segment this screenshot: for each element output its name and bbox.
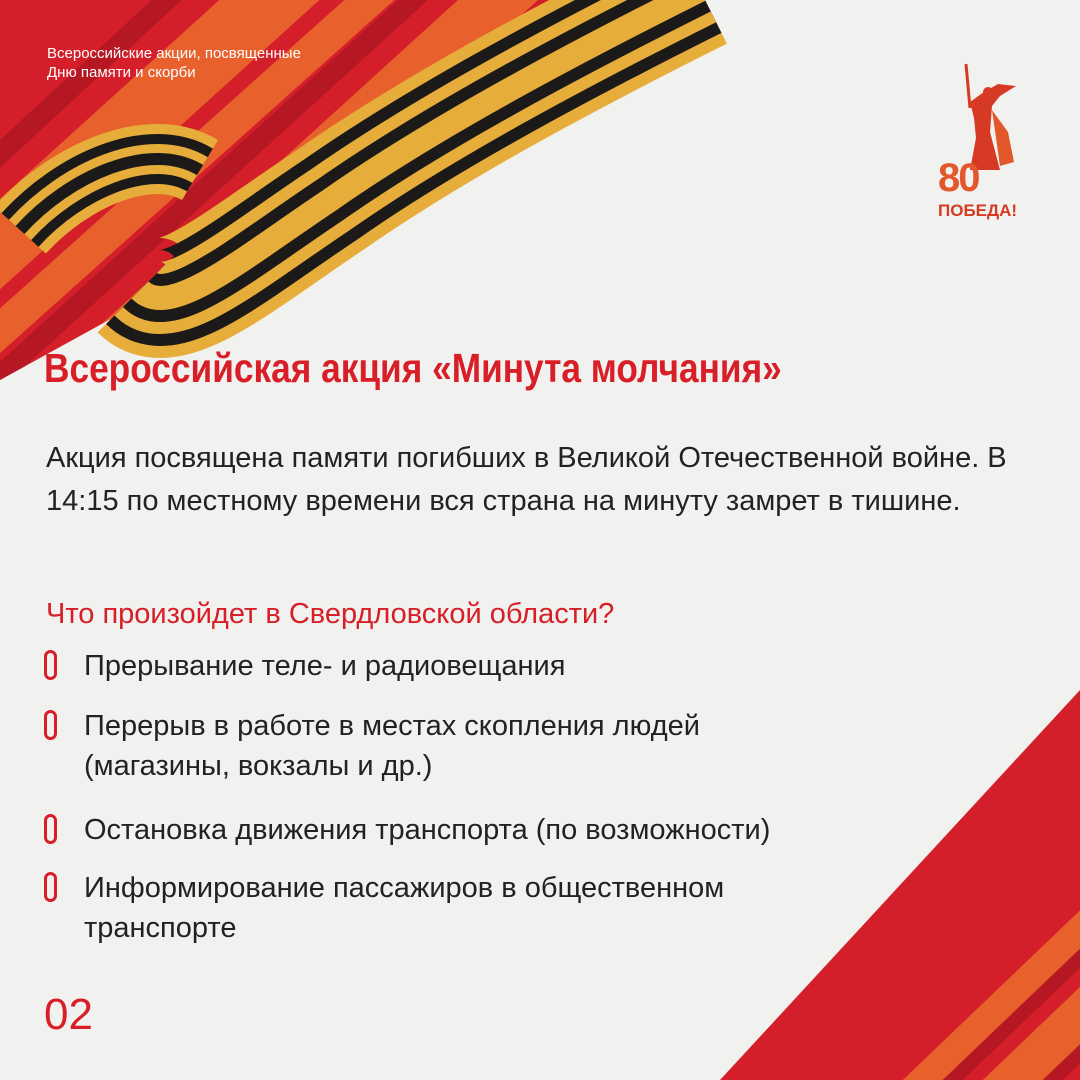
list-item: [44, 868, 884, 948]
supertitle-line-2: Дню памяти и скорби: [47, 64, 196, 81]
bullet-marker-icon: [44, 710, 57, 740]
intro-paragraph: Акция посвящена памяти погибших в Великой Отечественной войне. В 14:15 по местному времени вся страна на минуту замрет в тишине.: [46, 442, 1007, 517]
list-item: [44, 706, 844, 786]
event-supertitle: [47, 44, 407, 82]
section-question: Что произойдет в Свердловской области?: [46, 598, 615, 630]
list-item-text: Перерыв в работе в местах скопления людей (магазины, вокзалы и др.): [84, 710, 700, 782]
victory-80-logo: [930, 62, 1022, 232]
logo-number: 80: [938, 156, 979, 200]
supertitle-line-1: Всероссийские акции, посвященные: [47, 45, 301, 62]
page-title: Всероссийская акция «Минута молчания»: [44, 345, 782, 391]
list-item: [44, 810, 1004, 850]
page-number: 02: [44, 990, 93, 1039]
bullet-marker-icon: [44, 650, 57, 680]
list-item-text: Прерывание теле- и радиовещания: [84, 650, 566, 682]
logo-word: ПОБЕДА!: [938, 201, 1018, 220]
list-item-text: Информирование пассажиров в общественном транспорте: [84, 872, 725, 944]
bullet-marker-icon: [44, 872, 57, 902]
list-item-text: Остановка движения транспорта (по возможности): [84, 814, 771, 846]
bullet-marker-icon: [44, 814, 57, 844]
list-item: [44, 646, 1004, 686]
